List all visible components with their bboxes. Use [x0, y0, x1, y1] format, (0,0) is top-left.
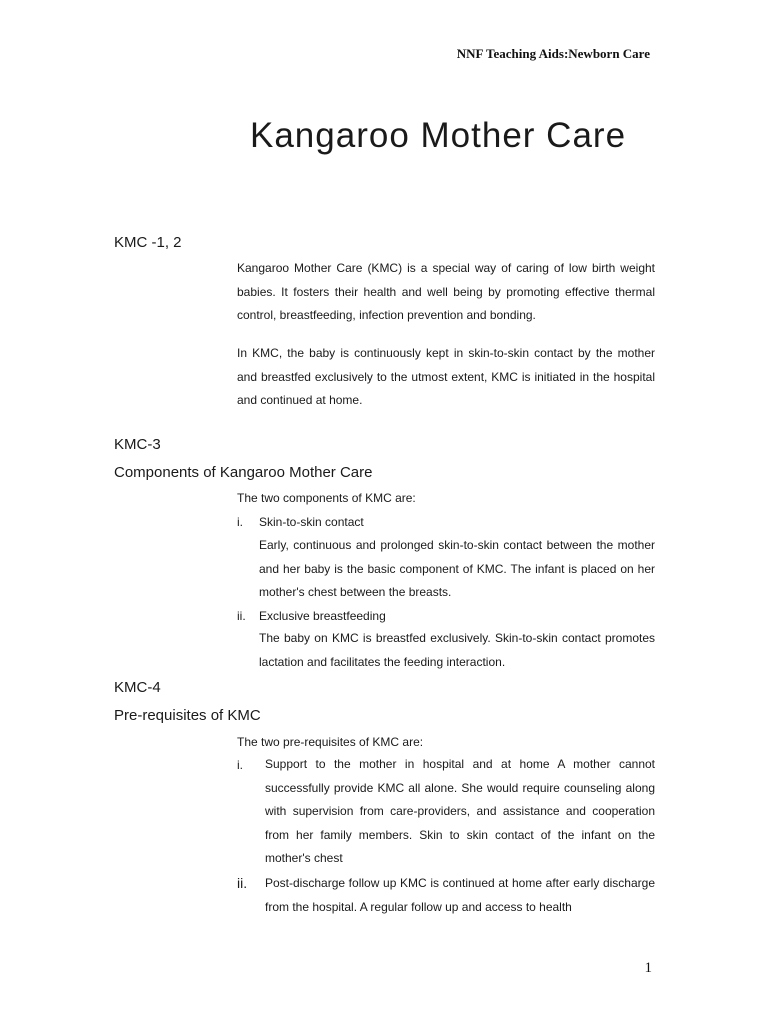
components-intro: The two components of KMC are: [237, 491, 416, 505]
section-label-kmc-4: KMC-4 [114, 679, 161, 696]
component-title: Exclusive breastfeeding [259, 609, 386, 623]
component-description: The baby on KMC is breastfed exclusively. Skin-to-skin contact promotes lactation and facilitates the feeding interaction. [259, 631, 655, 669]
prerequisites-intro: The two pre-requisites of KMC are: [237, 735, 424, 749]
section-heading-prerequisites: Pre-requisites of KMC [114, 707, 261, 724]
page-title: Kangaroo Mother Care [250, 116, 627, 155]
section-label-kmc-1-2: KMC -1, 2 [114, 234, 182, 251]
kmc-definition-paragraph: Kangaroo Mother Care (KMC) is a special way of caring of low birth weight babies. It fosters their health and well being by promoting effective thermal control, breastfeeding, infection prevention and bonding. [237, 261, 655, 322]
component-title: Skin-to-skin contact [259, 515, 364, 529]
component-description: Early, continuous and prolonged skin-to-skin contact between the mother and her baby is the basic component of KMC. The infant is placed on her mother's chest between the breasts. [259, 538, 655, 599]
prerequisite-description: Support to the mother in hospital and at home A mother cannot successfully provide KMC all alone. She would require counseling along with supervision from care-providers, and assistance and cooperation from her family members. Skin to skin contact of the infant on the mother's chest [265, 757, 655, 865]
prerequisite-description: Post-discharge follow up KMC is continued at home after early discharge from the hospital. A regular follow up and access to health [265, 876, 655, 914]
running-header: NNF Teaching Aids:Newborn Care [456, 46, 650, 61]
list-marker: i. [237, 515, 243, 529]
section-label-kmc-3: KMC-3 [114, 436, 161, 453]
kmc-practice-paragraph: In KMC, the baby is continuously kept in skin-to-skin contact by the mother and breastfed exclusively to the utmost extent, KMC is initiated in the hospital and continued at home. [237, 346, 655, 407]
list-marker: ii. [237, 609, 246, 623]
page-number: 1 [644, 960, 652, 976]
list-marker: i. [237, 758, 243, 772]
list-marker: ii. [237, 875, 248, 891]
section-heading-components: Components of Kangaroo Mother Care [114, 464, 373, 481]
